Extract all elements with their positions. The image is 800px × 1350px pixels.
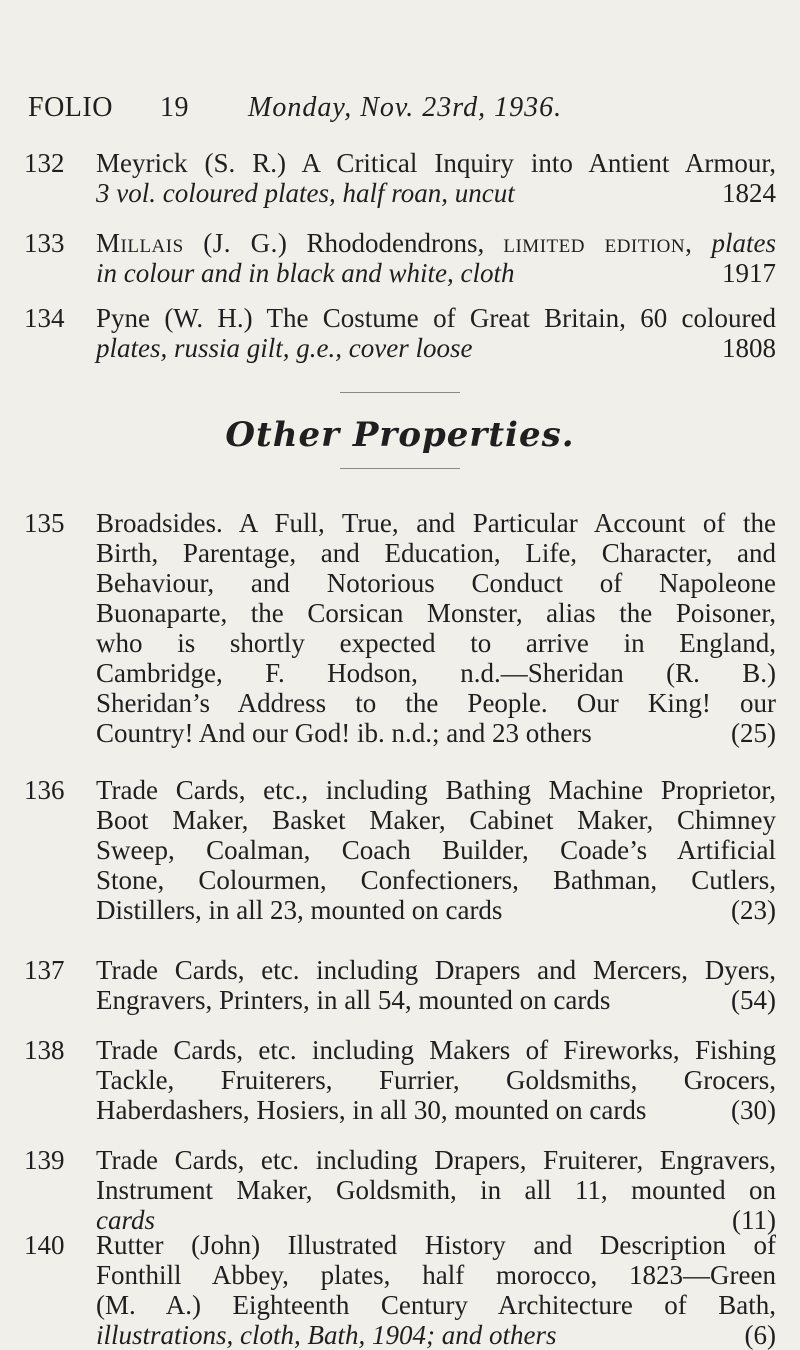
lot-138 <box>24 1035 776 1125</box>
lot-text: Trade Cards, etc., including Bathing Machine Proprietor, <box>96 775 776 805</box>
lot-text: plates, russia gilt, g.e., cover loose <box>96 333 473 363</box>
lot-year: 1808 <box>722 333 776 363</box>
lot-text: Trade Cards, etc. including Drapers and Mercers, Dyers, <box>96 955 776 985</box>
section-title: Other Properties. <box>225 415 575 455</box>
lot-text: Behaviour, and Notorious Conduct of Napoleone <box>96 568 776 598</box>
lot-137 <box>24 955 776 1015</box>
lot-134 <box>24 303 776 363</box>
lot-year: 1824 <box>722 178 776 208</box>
lot-count: (23) <box>731 895 776 925</box>
lot-text: Broadsides. A Full, True, and Particular Account of the <box>96 508 776 538</box>
lot-text: Boot Maker, Basket Maker, Cabinet Maker, Chimney <box>96 805 776 835</box>
lot-text: Buonaparte, the Corsican Monster, alias the Poisoner, <box>96 598 776 628</box>
folio-label: FOLIO <box>28 92 113 123</box>
page-number: 19 <box>160 92 189 123</box>
lot-text: Pyne (W. H.) The Costume of Great Britain, 60 coloured <box>96 303 776 333</box>
lot-year: 1917 <box>722 258 776 288</box>
lot-text: Country! And our God! ib. n.d.; and 23 others <box>96 718 592 748</box>
lot-count: (25) <box>731 718 776 748</box>
lot-140 <box>24 1230 776 1350</box>
lot-text: Sweep, Coalman, Coach Builder, Coade’s Artificial <box>96 835 776 865</box>
lot-count: (11) <box>732 1205 776 1235</box>
lot-number: 139 <box>24 1145 65 1175</box>
lot-number: 135 <box>24 508 65 538</box>
lot-text: Cambridge, F. Hodson, n.d.—Sheridan (R. B.) <box>96 658 776 688</box>
lot-text: Tackle, Fruiterers, Furrier, Goldsmiths, Grocers, <box>96 1065 776 1095</box>
lot-text: Engravers, Printers, in all 54, mounted on cards <box>96 985 611 1015</box>
lot-text: Distillers, in all 23, mounted on cards <box>96 895 503 925</box>
lot-text: in colour and in black and white, cloth <box>96 258 515 288</box>
lot-136 <box>24 775 776 925</box>
lot-count: (30) <box>731 1095 776 1125</box>
lot-number: 136 <box>24 775 65 805</box>
lot-text: cards <box>96 1205 155 1235</box>
lot-text: Meyrick (S. R.) A Critical Inquiry into Antient Armour, <box>96 148 776 178</box>
lot-text: Stone, Colourmen, Confectioners, Bathman, Cutlers, <box>96 865 776 895</box>
page-header <box>28 92 776 132</box>
lot-text: Haberdashers, Hosiers, in all 30, mounted on cards <box>96 1095 647 1125</box>
sale-date: Monday, Nov. 23rd, 1936. <box>248 92 563 123</box>
divider-rule <box>340 392 460 393</box>
lot-132 <box>24 148 776 208</box>
lot-number: 133 <box>24 228 65 258</box>
lot-text: Fonthill Abbey, plates, half morocco, 1823—Green <box>96 1260 776 1290</box>
lot-text: Sheridan’s Address to the People. Our King! our <box>96 688 776 718</box>
lot-text: Rutter (John) Illustrated History and Description of <box>96 1230 776 1260</box>
lot-count: (6) <box>744 1320 776 1350</box>
lot-number: 140 <box>24 1230 65 1260</box>
lot-text: Birth, Parentage, and Education, Life, Character, and <box>96 538 776 568</box>
lot-text: Trade Cards, etc. including Makers of Fireworks, Fishing <box>96 1035 776 1065</box>
lot-139 <box>24 1145 776 1235</box>
divider-rule <box>340 468 460 469</box>
lot-text: illustrations, cloth, Bath, 1904; and others <box>96 1320 557 1350</box>
lot-text: who is shortly expected to arrive in England, <box>96 628 776 658</box>
lot-number: 137 <box>24 955 65 985</box>
lot-text: (M. A.) Eighteenth Century Architecture of Bath, <box>96 1290 776 1320</box>
lot-text: Instrument Maker, Goldsmith, in all 11, mounted on <box>96 1175 776 1205</box>
lot-count: (54) <box>731 985 776 1015</box>
lot-text: Millais (J. G.) Rhododendrons, limited edition, plates <box>96 228 776 258</box>
lot-text: Trade Cards, etc. including Drapers, Fruiterer, Engravers, <box>96 1145 776 1175</box>
lot-number: 132 <box>24 148 65 178</box>
lot-number: 138 <box>24 1035 65 1065</box>
lot-135 <box>24 508 776 748</box>
lot-133 <box>24 228 776 288</box>
lot-text: 3 vol. coloured plates, half roan, uncut <box>96 178 515 208</box>
lot-number: 134 <box>24 303 65 333</box>
